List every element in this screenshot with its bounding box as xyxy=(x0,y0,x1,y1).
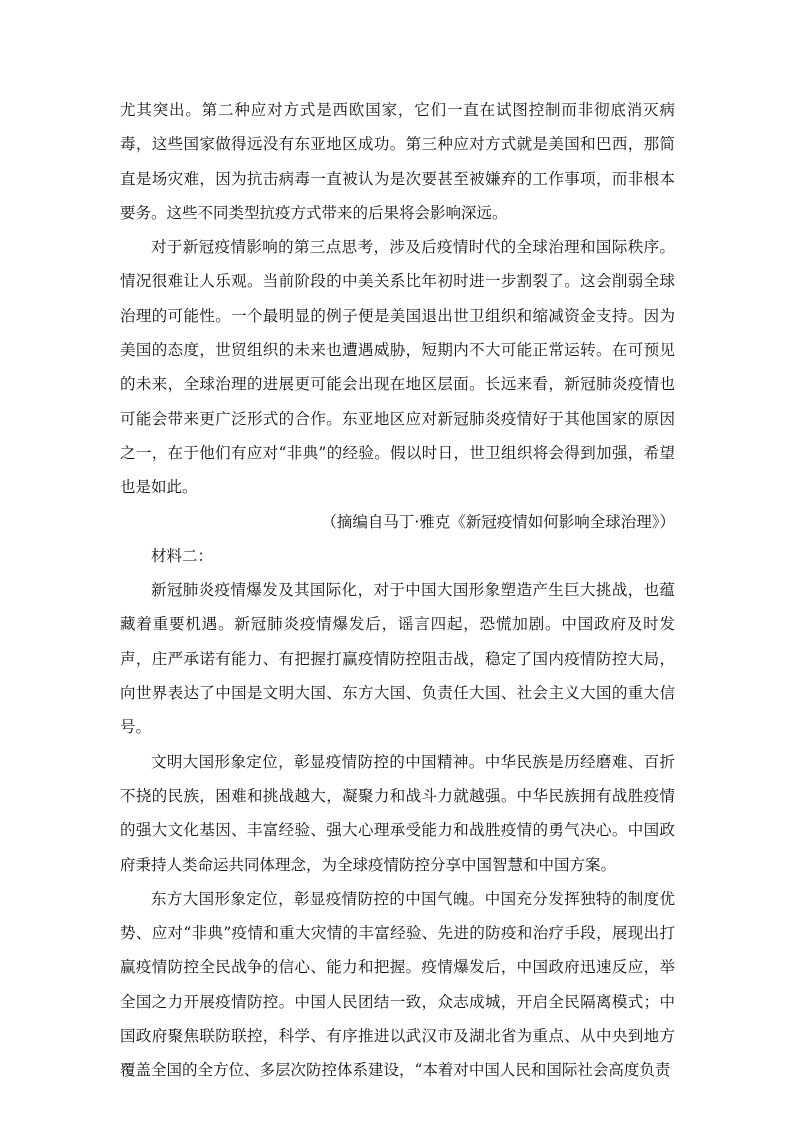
source-citation: （摘编自马丁·雅克《新冠疫情如何影响全球治理》） xyxy=(321,512,675,531)
material-two-heading: 材料二： xyxy=(151,546,214,565)
paragraph-national-image: 新冠肺炎疫情爆发及其国际化，对于中国大国形象塑造产生巨大挑战，也蕴藏着重要机遇。新冠肺炎疫情爆发后，谣言四起，恐慌加剧。中国政府及时发声，庄严承诺有能力、有把握打赢疫情防控阻击战，稳定了国内疫情防控大局，向世界表达了中国是文明大国、东方大国、负责任大国、社会主义大国的重大信号。 xyxy=(120,581,675,737)
paragraph-global-governance: 对于新冠疫情影响的第三点思考，涉及后疫情时代的全球治理和国际秩序。情况很难让人乐观。当前阶段的中美关系比年初时进一步割裂了。这会削弱全球治理的可能性。一个最明显的例子便是美国退出世卫组织和缩减资金支持。因为美国的态度，世贸组织的未来也遭遇威胁，短期内不大可能正常运转。在可预见的未来，全球治理的进展更可能会出现在地区层面。长远来看，新冠肺炎疫情也可能会带来更广泛形式的合作。东亚地区应对新冠肺炎疫情好于其他国家的原因之一，在于他们有应对“非典”的经验。假以时日，世卫组织将会得到加强，希望也是如此。 xyxy=(120,238,675,497)
document-body xyxy=(120,93,675,1088)
paragraph-response-types: 尤其突出。第二种应对方式是西欧国家，它们一直在试图控制而非彻底消灭病毒，这些国家做得远没有东亚地区成功。第三种应对方式就是美国和巴西，那简直是场灾难，因为抗击病毒一直被认为是次要甚至被嫌弃的工作事项，而非根本要务。这些不同类型抗疫方式带来的后果将会影响深远。 xyxy=(120,101,675,222)
paragraph-eastern-nation: 东方大国形象定位，彰显疫情防控的中国气魄。中国充分发挥独特的制度优势、应对“非典”疫情和重大灾情的丰富经验、先进的防疫和治疗手段，展现出打赢疫情防控全民战争的信心、能力和把握。疫情爆发后，中国政府迅速反应，举全国之力开展疫情防控。中国人民团结一致，众志成城，开启全民隔离模式；中国政府聚焦联防联控，科学、有序推进以武汉市及湖北省为重点、从中央到地方覆盖全国的全方位、多层次防控体系建设，“本着对中国人民和国际社会高度负责 xyxy=(120,889,675,1080)
paragraph-civilized-nation: 文明大国形象定位，彰显疫情防控的中国精神。中华民族是历经磨难、百折不挠的民族，困难和挑战越大，凝聚力和战斗力就越强。中华民族拥有战胜疫情的强大文化基因、丰富经验、强大心理承受能力和战胜疫情的勇气决心。中国政府秉持人类命运共同体理念，为全球疫情防控分享中国智慧和中国方案。 xyxy=(120,752,675,874)
